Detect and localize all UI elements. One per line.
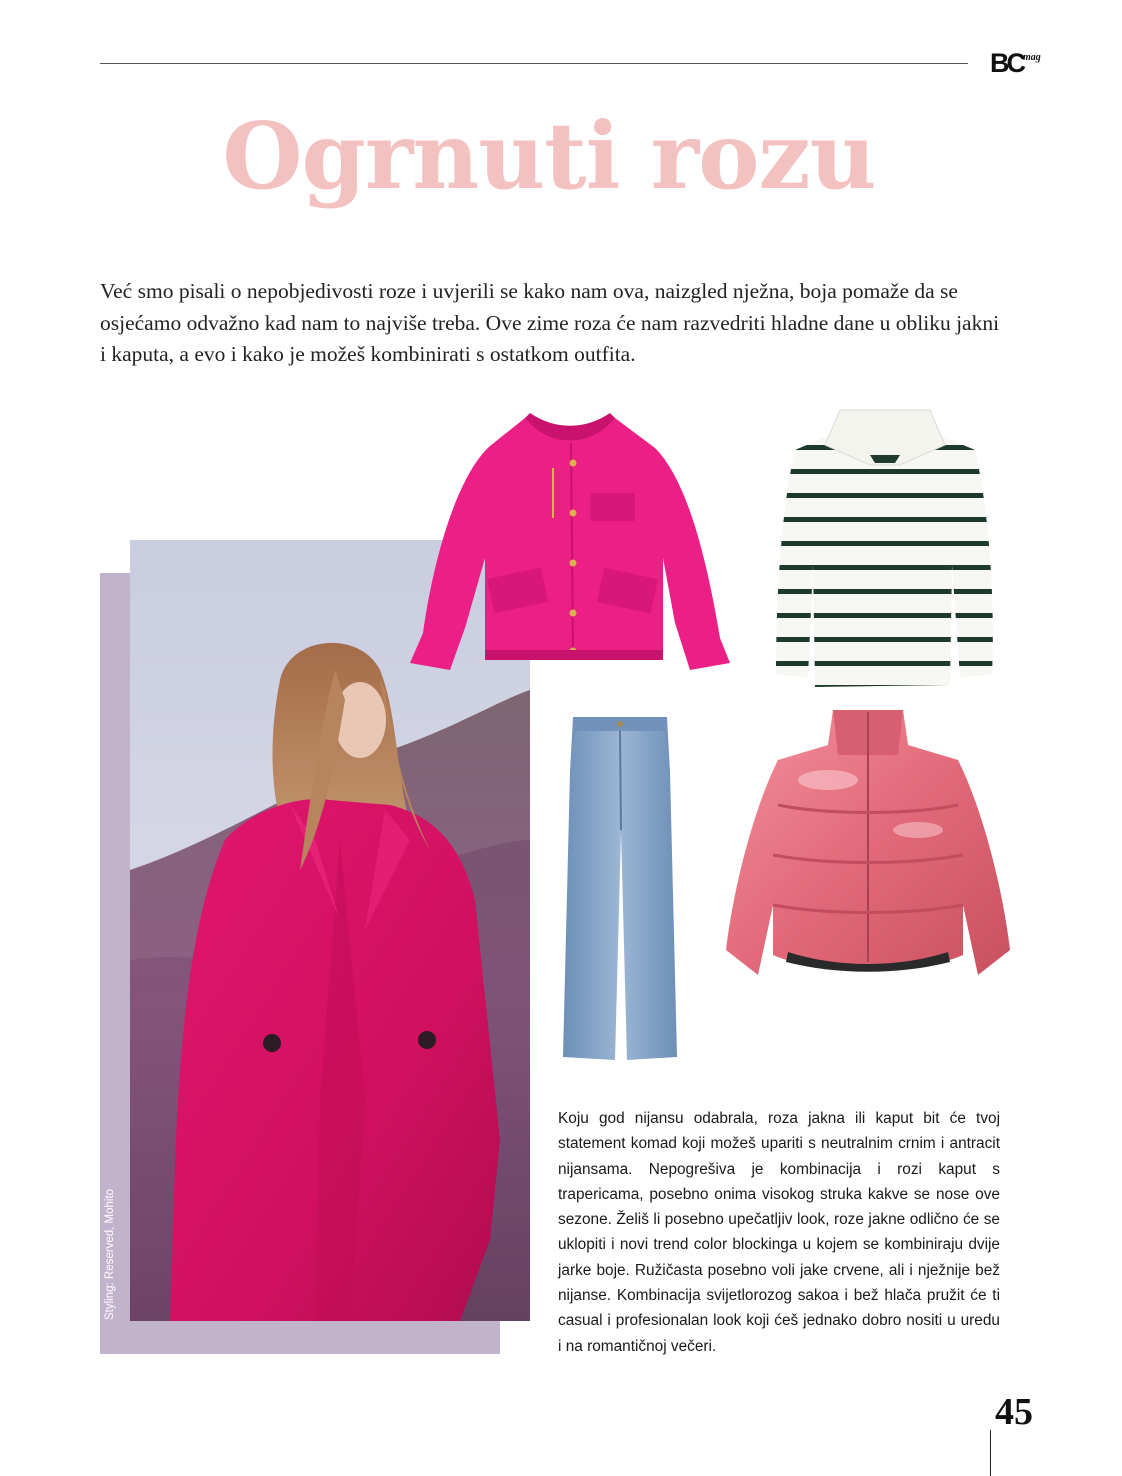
wide-leg-jeans-image [555, 712, 685, 1064]
pink-puffer-jacket-illustration [718, 700, 1018, 982]
logo-sub: mag [1023, 52, 1041, 63]
article-body: Koju god nijansu odabrala, roza jakna ili kaput bit će tvoj statement komad koji možeš upariti s neutralnim crnim i antracit nijansama. Nepogrešiva je kombinacija i rozi kaput s trapericama, posebno onima visokog struka kakve se nose ove sezone. Želiš li posebno upečatljiv look, roze jakne odlično će se uklopiti i novi trend color blockinga u kojem se kombiniraju dvije jarke boje. Ružičasta posebno voli jake crvene, ali i nježnije bež nijanse. Kombinacija svijetlorozog sakoa i bež hlača pružit će ti casual i profesionalan look koji ćeš jednako dobro nositi u uredu i na romantičnoj večeri. [558, 1110, 1000, 1355]
header-rule [100, 63, 968, 64]
photo-credit: Styling: Reserved, Mohito [104, 1188, 116, 1320]
bc-mag-logo [990, 48, 1042, 78]
article-intro: Već smo pisali o nepobjedivosti roze i uvjerili se kako nam ova, naizgled nježna, boja pomaže da se osjećamo odvažno kad nam to najviše treba. Ove zime roza će nam razvedriti hladne dane u obliku jakni i kaputa, a evo i kako je možeš kombinirati s ostatkom outfita. [100, 279, 1000, 366]
logo-text: BC [990, 48, 1023, 78]
striped-sweater-illustration [770, 405, 1000, 697]
pink-bomber-jacket-image [405, 408, 735, 678]
pink-bomber-jacket-illustration [405, 408, 735, 678]
page-number: 45 [995, 1391, 1033, 1433]
striped-sweater-image [770, 405, 1000, 697]
pink-puffer-jacket-image [718, 700, 1018, 982]
article-title: Ogrnuti rozu [222, 102, 876, 210]
page-number-rule [990, 1430, 991, 1476]
wide-leg-jeans-illustration [555, 712, 685, 1064]
